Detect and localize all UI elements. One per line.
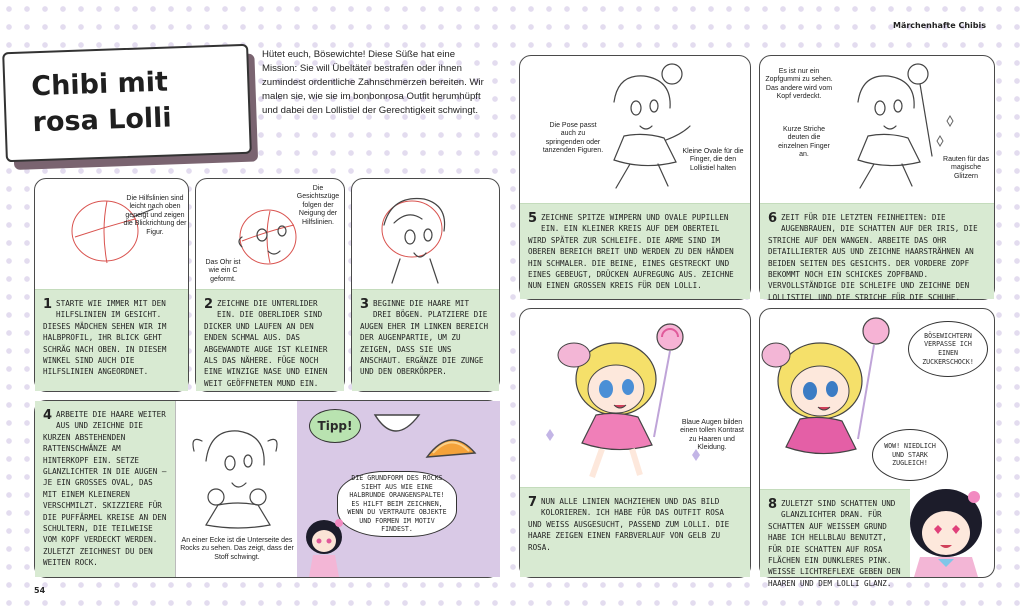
step-number: 1 [43,297,53,312]
page-number: 54 [34,586,46,595]
tip-speech-bubble: DIE GRUNDFORM DES ROCKS SIEHT AUS WIE EINE HALBRUNDE ORANGENSPALTE! ES HILFT BEIM ZEICHNEN, WENN DU VERTRAUTE OBJEKTE UND FORMEN IM MOTIV FINDEST. [337,471,457,537]
step-number: 2 [204,297,214,312]
step-panel-3 [351,178,500,392]
sketch-full-figure [176,401,298,531]
step-number: 3 [360,297,370,312]
step-number: 7 [528,495,538,510]
step-number: 5 [528,211,538,226]
annotation-skirt: An einer Ecke ist die Unterseite des Rocks zu sehen. Das zeigt, dass der Stoff schwingt. [180,537,294,561]
step-text: ZEICHNE SPITZE WIMPERN UND OVALE PUPILLEN EIN. EIN KLEINER KREIS AUF DEM OBERTEIL WIRD SPÄTER ZUR SCHLEIFE. DIE ARME SIND IM OBEREN BEREICH BREIT UND WERDEN ZU DEN HÄNDEN HIN SCHMALER. DIE BEINE, EINES GESTRECKT UND EINES GEBEUGT, DRÜCKEN AUFREGUNG AUS. ZEICHNE NUN EINEN GROSSEN KREIS FÜR DEN LOLLI. [528,213,734,291]
step-box-7 [520,487,750,577]
step-box-8 [760,489,910,588]
step-panel-7 [519,308,751,578]
step-panel-2 [195,178,345,392]
step-text: ZEIT FÜR DIE LETZTEN FEINHEITEN: DIE AUGENBRAUEN, DIE SCHATTEN AUF DER IRIS, DIE STRICHE AUF DEN WANGEN. ARBEITE DAS OHR DETAILLIERTER AUS UND ZEICHNE HAARSTRÄHNEN AN BEIDEN SEITEN DES GESICHTS. DER VORDERE ZOPF BEKOMMT NOCH EIN SCHICKES ZOPFBAND. VERVOLLSTÄNDIGE DIE SCHLEIFE UND ZEICHNE DEN LOLLISTIEL UND DIE STRICHE FÜR DIE SCHUHE. [768,213,978,302]
step-panel-1 [34,178,189,392]
step-4-sketch-area [175,401,297,577]
step-box-5 [520,203,750,299]
step-panel-8 [759,308,995,588]
tip-area [297,401,500,577]
step-number: 4 [43,408,53,423]
step-panel-6 [759,55,995,300]
page-title-line1: Chibi mit [30,66,169,103]
annotation-fingers: Kleine Ovale für die Finger, die den Lollistiel halten [682,148,744,172]
step-box-4 [35,401,175,577]
annotation-ear: Das Ohr ist wie ein C geformt. [205,259,241,283]
orange-slice-icon [367,407,487,467]
step-box-3 [352,289,499,391]
step-text: NUN ALLE LINIEN NACHZIEHEN UND DAS BILD KOLORIEREN. ICH HABE FÜR DAS OUTFIT ROSA UND WEISS AUSGESUCHT, PASSEND ZUM LOLLI. DIE HAARE ZEIGEN EINEN FARBVERLAUF VON GELB ZU ROSA. [528,497,730,552]
step-text: BEGINNE DIE HAARE MIT DREI BÖGEN. PLATZIERE DIE AUGEN EHER IM LINKEN BEREICH DER AUGENPARTIE, UM ZU ZEIGEN, DASS SIE UNS ANSCHAUT. ERGÄNZE DIE ZUNGE UND DEN OBERKÖRPER. [360,299,489,377]
page-title-line2: rosa Lolli [32,102,173,139]
speech-bubble-wow: WOW! NIEDLICH UND STARK ZUGLEICH! [872,429,948,481]
step-box-2 [196,289,344,391]
step-number: 6 [768,211,778,226]
annotation-face-features: Die Gesichtszüge folgen der Neigung der Hilfslinien. [296,185,340,226]
step-text: ZEICHNE DIE UNTERLIDER EIN. DIE OBERLIDER SIND DICKER UND LAUFEN AN DEN ENDEN SCHMAL AUS. DAS ABGEWANDTE AUGE IST KLEINER ALS DAS NÄHERE. FÜGE NOCH EINE WINZIGE NASE UND EINEN WEIT GEÖFFNETEN MUND EIN. [204,299,328,388]
annotation-guides: Die Hilfslinien sind leicht nach oben geneigt und zeigen die Blickrichtung der Figur. [123,195,187,236]
annotation-hair-tie: Es ist nur ein Zopfgummi zu sehen. Das andere wird vom Kopf verdeckt. [765,68,833,101]
title-card-face [2,44,252,163]
step-box-6 [760,203,994,302]
mascot-dark-hair-girl [900,485,994,577]
colored-chibi-7 [520,309,750,485]
speech-bubble-villains: BÖSEWICHTERN VERPASSE ICH EINEN ZUCKERSCHOCK! [908,321,988,377]
step-text: STARTE WIE IMMER MIT DEN HILFSLINIEN IM GESICHT. DIESES MÄDCHEN SEHEN WIR IM HALBPROFIL, IHR BLICK GEHT SCHRÄG NACH OBEN. IN DIESEM WINKEL SIND AUCH DIE HILFSLINIEN ANGEORDNET. [43,299,167,377]
mini-chibi-tip [299,513,349,577]
step-text: ARBEITE DIE HAARE WEITER AUS UND ZEICHNE DIE KURZEN ABSTEHENDEN RATTENSCHWÄNZE AM HINTERKOPF EIN. SETZE GLANZLICHTER IN DIE AUGEN – JE EIN GROSSES OVAL, DAS MIT EINEM KLEINEREN VERSCHMILZT. SKIZZIERE FÜR DIE PUFFÄRMEL KREISE AN DEN SCHULTERN, DIE TEILWEISE VOM KOPF VERDECKT WERDEN. ZULETZT ZEICHNEST DU DEN WEITEN ROCK. [43,410,167,568]
tip-badge: Tipp! [309,409,361,443]
sketch-hair-body [352,179,499,291]
step-panel-5 [519,55,751,300]
annotation-blue-eyes: Blaue Augen bilden einen tollen Kontrast zu Haaren und Kleidung. [680,419,744,452]
intro-text: Hütet euch, Bösewichte! Diese Süße hat eine Mission: Sie will Übeltäter bestrafen oder ihnen zumindest ordentliche Zahnschmerzen bereiten. Wir malen sie, wie sie im bonbonrosa Outfit herumhüpft und dabei den Lollistiel der Gerechtigkeit schwingt. [262,49,484,116]
annotation-sparkles: Rauten für das magische Glitzern [943,156,989,180]
step-number: 8 [768,497,778,512]
annotation-pose: Die Pose passt auch zu springenden oder tanzenden Figuren. [542,122,604,155]
step-panel-4 [34,400,500,578]
annotation-finger-strokes: Kurze Striche deuten die einzelnen Finger an. [778,126,830,159]
step-text: ZULETZT SIND SCHATTEN UND GLANZLICHTER DRAN. FÜR SCHATTEN AUF WEISSEM GRUND HABE ICH HELLBLAU BENUTZT, FÜR DIE SCHATTEN AUF ROSA FLÄCHEN EIN DUNKLERES PINK. WEISSE LICHTREFLEXE GEBEN DEN HAAREN UND DEM LOLLI GLANZ. [768,499,901,588]
section-title: Märchenhafte Chibis [892,21,986,30]
step-box-1 [35,289,188,391]
title-card [2,44,252,163]
